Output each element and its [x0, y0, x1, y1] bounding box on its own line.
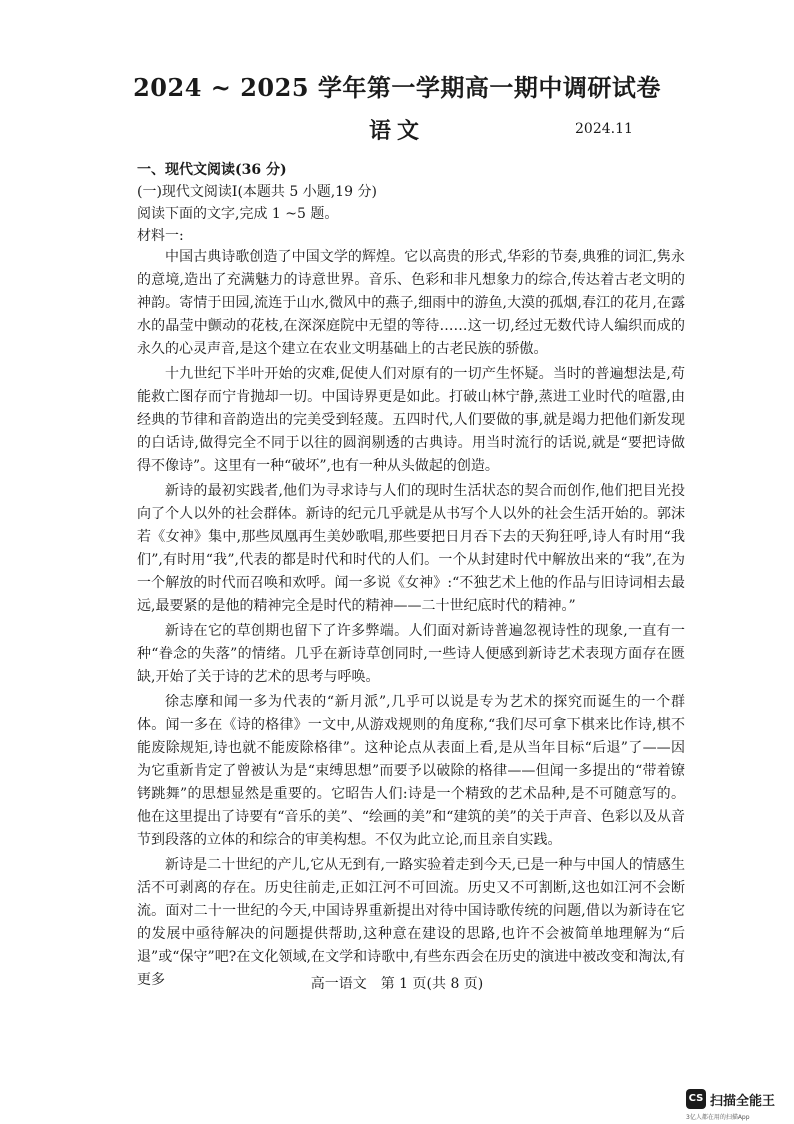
paragraph: 十九世纪下半叶开始的灾难,促使人们对原有的一切产生怀疑。当时的普遍想法是,苟能救亡图存而宁肯抛却一切。中国诗界更是如此。打破山林宁静,蒸进工业时代的喧嚣,由经典的节律和音韵造出的完美受到轻蔑。五四时代,人们要做的事,就是竭力把他们新发现的白话诗,做得完全不同于以往的圆润剔透的古典诗。用当时流行的话说,就是“要把诗做得不像诗”。这里有一种“破坏”,也有一种从头做起的创造。 [137, 366, 685, 474]
paragraph: 徐志摩和闻一多为代表的“新月派”,几乎可以说是专为艺术的探究而诞生的一个群体。闻一多在《诗的格律》一文中,从游戏规则的角度称,“我们尽可拿下棋来比作诗,棋不能废除规矩,诗也就不能废除格律”。这种论点从表面上看,是从当年目标“后退”了——因为它重新肯定了曾被认为是“束缚思想”而要予以破除的格律——但闻一多提出的“带着镣铐跳舞”的思想显然是重要的。它昭告人们:诗是一个精致的艺术品种,是不可随意写的。他在这里提出了诗要有“音乐的美”、“绘画的美”和“建筑的美”的关于声音、色彩以及从音节到段落的立体的和综合的审美构想。不仅为此立论,而且亲自实践。 [137, 694, 685, 848]
camscanner-logo-icon: CS [686, 1089, 706, 1109]
instruction-text: 阅读下面的文字,完成 1 ~5 题。 [137, 206, 339, 222]
paragraph: 新诗的最初实践者,他们为寻求诗与人们的现时生活状态的契合而创作,他们把目光投向了个人以外的社会群体。新诗的纪元几乎就是从书写个人以外的社会生活开始的。郭沫若《女神》集中,那些凤凰再生美妙歌唱,那些要把日月吞下去的天狗狂呼,诗人有时用“我们”,有时用“我”,代表的都是时代和时代的人们。一个从封建时代中解放出来的“我”,在为一个解放的时代而召唤和欢呼。闻一多说《女神》:“不独艺术上他的作品与旧诗词相去最远,最要紧的是他的精神完全是时代的精神——二十世纪底时代的精神。” [137, 483, 685, 614]
part-heading: (一)现代文阅读Ⅰ(本题共 5 小题,19 分) [137, 184, 377, 200]
reading-passage [137, 246, 685, 994]
exam-date: 2024.11 [575, 121, 633, 137]
exam-title: 2024 ~ 2025 学年第一学期高一期中调研试卷 [133, 73, 661, 102]
paragraph: 中国古典诗歌创造了中国文学的辉煌。它以高贵的形式,华彩的节奏,典雅的词汇,隽永的意境,造出了充满魅力的诗意世界。音乐、色彩和非凡想象力的综合,传达着古老文明的神韵。寄情于田园,流连于山水,微风中的燕子,细雨中的游鱼,大漠的孤烟,春江的花月,在露水的晶莹中颤动的花枝,在深深庭院中无望的等待……这一切,经过无数代诗人编织而成的永久的心灵声音,是这个建立在农业文明基础上的古老民族的骄傲。 [137, 249, 685, 357]
subject-title: 语文 [368, 118, 425, 144]
watermark-tagline: 3亿人都在用的扫描App [686, 1114, 750, 1121]
page-footer: 高一语文 第 1 页(共 8 页) [310, 976, 484, 992]
material-label: 材料一: [137, 228, 184, 244]
paragraph: 新诗在它的草创期也留下了许多弊端。人们面对新诗普遍忽视诗性的现象,一直有一种“眷念的失落”的情绪。几乎在新诗草创同时,一些诗人便感到新诗艺术表现方面存在匮缺,开始了关于诗的艺术的思考与呼唤。 [137, 623, 685, 685]
section-heading: 一、现代文阅读(36 分) [137, 162, 287, 178]
scanner-watermark [686, 1089, 786, 1121]
watermark-name: 扫描全能王 [710, 1094, 776, 1109]
paragraph: 新诗是二十世纪的产儿,它从无到有,一路实验着走到今天,已是一种与中国人的情感生活不可剥离的存在。历史往前走,正如江河不可回流。历史又不可割断,这也如江河不会断流。面对二十一世纪的今天,中国诗界重新提出对待中国诗歌传统的问题,借以为新诗在它的发展中亟待解决的问题提供帮助,这种意在建设的思路,也许不会被简单地理解为“后退”或“保守”吧?在文化领域,在文学和诗歌中,有些东西会在历史的演进中被改变和淘汰,有更多 [137, 857, 685, 988]
